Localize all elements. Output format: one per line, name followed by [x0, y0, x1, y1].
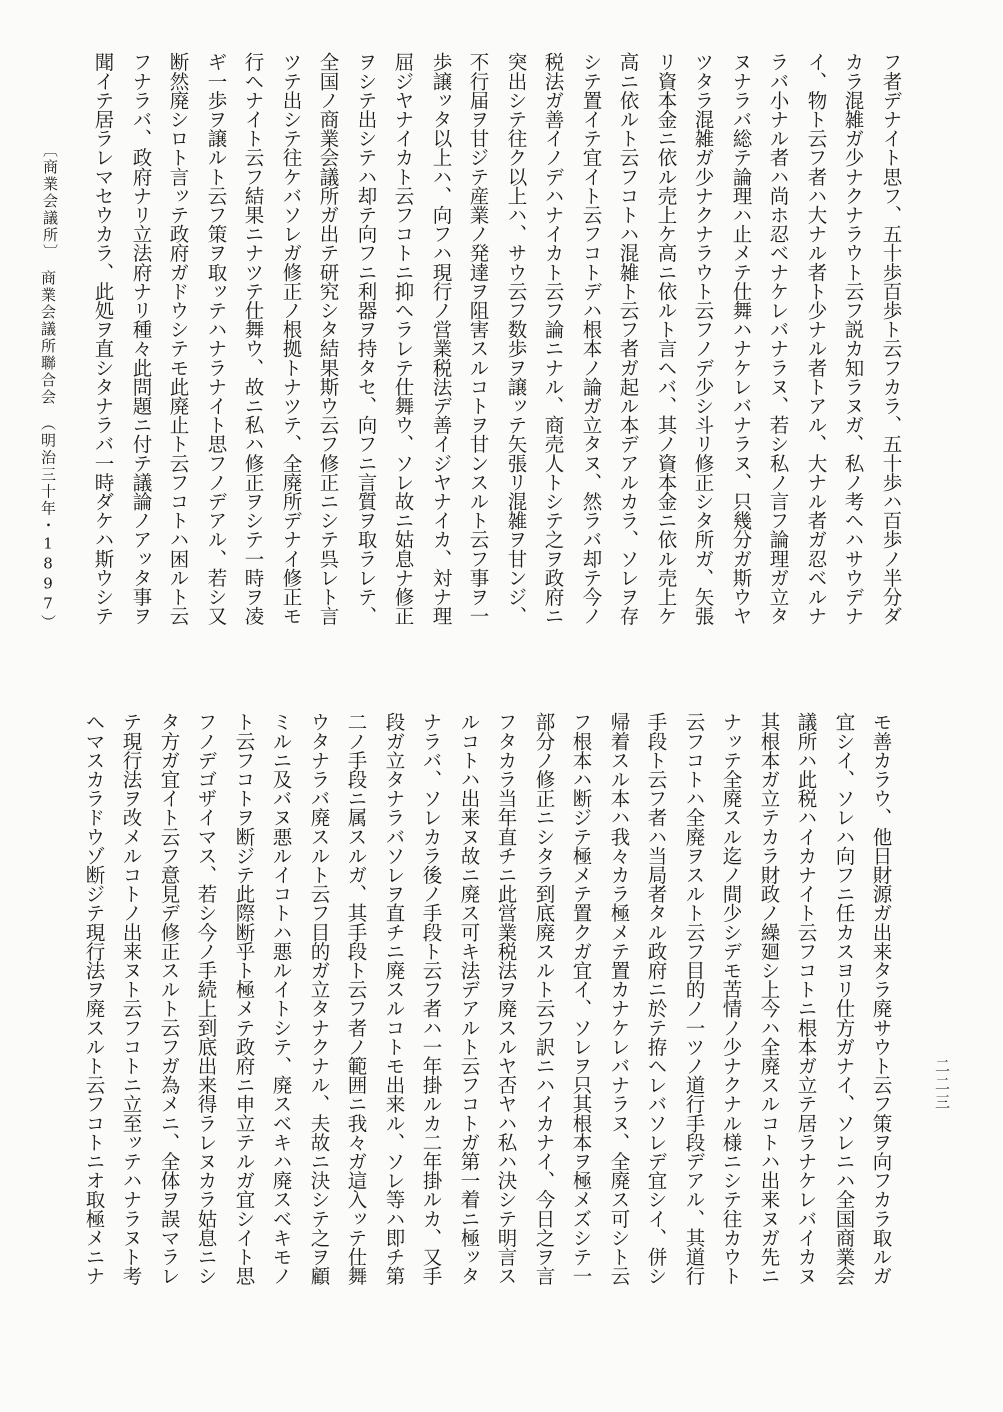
text-column: 高ニ依ルト云フコトハ混雑ト云フ者ガ起ル本デアルカラ、ソレヲ存: [616, 52, 640, 626]
text-column: フナラバ、政府ナリ立法府ナリ種々此問題ニ付テ議論ノアッタ事ヲ: [129, 52, 153, 626]
text-column: 宜シイ、ソレハ向フニ任カスヨリ仕方ガナイ、ソレニハ全国商業会: [832, 712, 856, 1286]
text-column: 云フコトハ全廃ヲスルト云フ目的ノ一ツノ道行手段デアル、其道行: [682, 712, 706, 1286]
text-column: ミルニ及バヌ悪ルイコトハ悪ルイトシテ、廃スベキハ廃スベキモノ: [269, 712, 293, 1286]
text-column: 不行届ヲ甘ジテ産業ノ発達ヲ阻害スルコトヲ甘ンスルト云フ事ヲ一: [466, 52, 490, 626]
text-column: 聞イテ居ラレマセウカラ、此処ヲ直シタナラバ一時ダケハ斯ウシテ: [91, 52, 115, 626]
text-column: フ根本ハ断ジテ極メテ置クガ宜イ、ソレヲ只其根本ヲ極メズシテ一: [569, 712, 593, 1286]
text-column: ナッテ全廃スル迄ノ間少シデモ苦情ノ少ナクナル様ニシテ往カウト: [719, 712, 743, 1286]
text-column: フノデゴザイマス、若シ今ノ手続上到底出来得ラレヌカラ姑息ニシ: [194, 712, 218, 1286]
text-column: ツテ出シテ往ケバソレガ修正ノ根拠トナツテ、全廃所デナイ修正モ: [279, 52, 303, 626]
text-column: 全国ノ商業会議所ガ出テ研究シタ結果斯ウ云フ修正ニシテ呉レト言: [316, 52, 340, 626]
text-column: フタカラ当年直チニ此営業税法ヲ廃スルヤ否ヤハ私ハ決シテ明言ス: [494, 712, 518, 1286]
text-column: モ善カラウ、他日財源ガ出来タラ廃サウト云フ策ヲ向フカラ取ルガ: [869, 712, 893, 1286]
running-header-label: 〔商業会議所〕: [41, 142, 59, 261]
text-column: 其根本ガ立テカラ財政ノ繰廻シ上今ハ全廃スルコトハ出来ヌガ先ニ: [757, 712, 781, 1286]
text-column: ラバ小ナル者ハ尚ホ忍ベナケレバナラヌ、若シ私ノ言フ論理ガ立タ: [766, 52, 790, 626]
text-column: フ者デナイト思フ、五十歩百歩ト云フカラ、五十歩ハ百歩ノ半分ダ: [879, 52, 903, 626]
text-column: 屈ジヤナイカト云フコトニ抑ヘラレテ仕舞ウ、ソレ故ニ姑息ナ修正: [391, 52, 415, 626]
text-column: ナラバ、ソレカラ後ノ手段ト云フ者ハ一年掛ルカ二年掛ルカ、又手: [419, 712, 443, 1286]
text-column: ツタラ混雑ガ少ナクナラウト云フノデ少シ斗リ修正シタ所ガ、矢張: [691, 52, 715, 626]
text-column: 手段ト云フ者ハ当局者タル政府ニ於テ拵ヘレバソレデ宜シイ、併シ: [644, 712, 668, 1286]
text-column: カラ混雑ガ少ナクナラウト云フ説カ知ラヌガ、私ノ考ヘハサウデナ: [841, 52, 865, 626]
text-column: リ資本金ニ依ル売上ケ高ニ依ルト言ヘバ、其ノ資本金ニ依ル売上ケ: [654, 52, 678, 626]
text-column: ルコトハ出来ヌ故ニ廃ス可キ法デアルト云フコトガ第一着ニ極ッタ: [457, 712, 481, 1286]
text-column: シテ置イテ宜イト云フコトデハ根本ノ論ガ立タヌ、然ラバ却テ今ノ: [579, 52, 603, 626]
text-column: 突出シテ往ク以上ハ、サウ云フ数歩ヲ譲ッテ矢張リ混雑ヲ甘ンジ、: [504, 52, 528, 626]
text-column: 帰着スル本ハ我々カラ極メテ置カナケレバナラヌ、全廃ス可シト云: [607, 712, 631, 1286]
text-column: ヌナラバ総テ論理ハ止メテ仕舞ハナケレバナラヌ、只幾分ガ斯ウヤ: [729, 52, 753, 626]
page-number: 二二三: [933, 1058, 951, 1112]
text-column: ギ一歩ヲ譲ルト云フ策ヲ取ッテハナラナイト思フノデアル、若シ又: [204, 52, 228, 626]
text-column: ウタナラバ廃スルト云フ目的ガ立タナクナル、夫故ニ決シテ之ヲ顧: [307, 712, 331, 1286]
text-column: 部分ノ修正ニシタラ到底廃スルト云フ訳ニハイカナイ、今日之ヲ言: [532, 712, 556, 1286]
text-column: 断然廃シロト言ッテ政府ガドウシテモ此廃止ト云フコトハ困ルト云: [166, 52, 190, 626]
text-column: タ方ガ宜イト云フ意見デ修正スルト云フガ為メニ、全体ヲ誤マラレ: [157, 712, 181, 1286]
text-column: ヘマスカラドウゾ断ジテ現行法ヲ廃スルト云フコトニオ取極メニナ: [82, 712, 106, 1286]
running-header-title: 商業会議所聯合会 （明治三十年・1897）: [39, 270, 57, 632]
text-column: 歩譲ッタ以上ハ、向フハ現行ノ営業税法デ善イジヤナイカ、対ナ理: [429, 52, 453, 626]
text-column: ト云フコトヲ断ジテ此際断乎ト極メテ政府ニ申立テルガ宜シイト思: [232, 712, 256, 1286]
text-column: テ現行法ヲ改メルコトノ出来ヌト云フコトニ立至ッテハナラヌト考: [119, 712, 143, 1286]
text-column: 二ノ手段ニ属スルガ、其手段ト云フ者ノ範囲ニ我々ガ這入ッテ仕舞: [344, 712, 368, 1286]
text-column: ヲシテ出シテハ却テ向フニ利器ヲ持タセ、向フニ言質ヲ取ラレテ、: [354, 52, 378, 626]
text-column: 議所ハ此税ハイカナイト云フコトニ根本ガ立テ居ラナケレバイカヌ: [794, 712, 818, 1286]
text-column: 段ガ立タナラバソレヲ直チニ廃スルコトモ出来ル、ソレ等ハ即チ第: [382, 712, 406, 1286]
text-column: イ、物ト云フ者ハ大ナル者ト少ナル者トアル、大ナル者ガ忍ベルナ: [804, 52, 828, 626]
text-column: 行ヘナイト云フ結果ニナツテ仕舞ウ、故ニ私ハ修正ヲシテ一時ヲ凌: [241, 52, 265, 626]
text-column: 税法ガ善イノデハナイカト云フ論ニナル、商売人トシテ之ヲ政府ニ: [541, 52, 565, 626]
